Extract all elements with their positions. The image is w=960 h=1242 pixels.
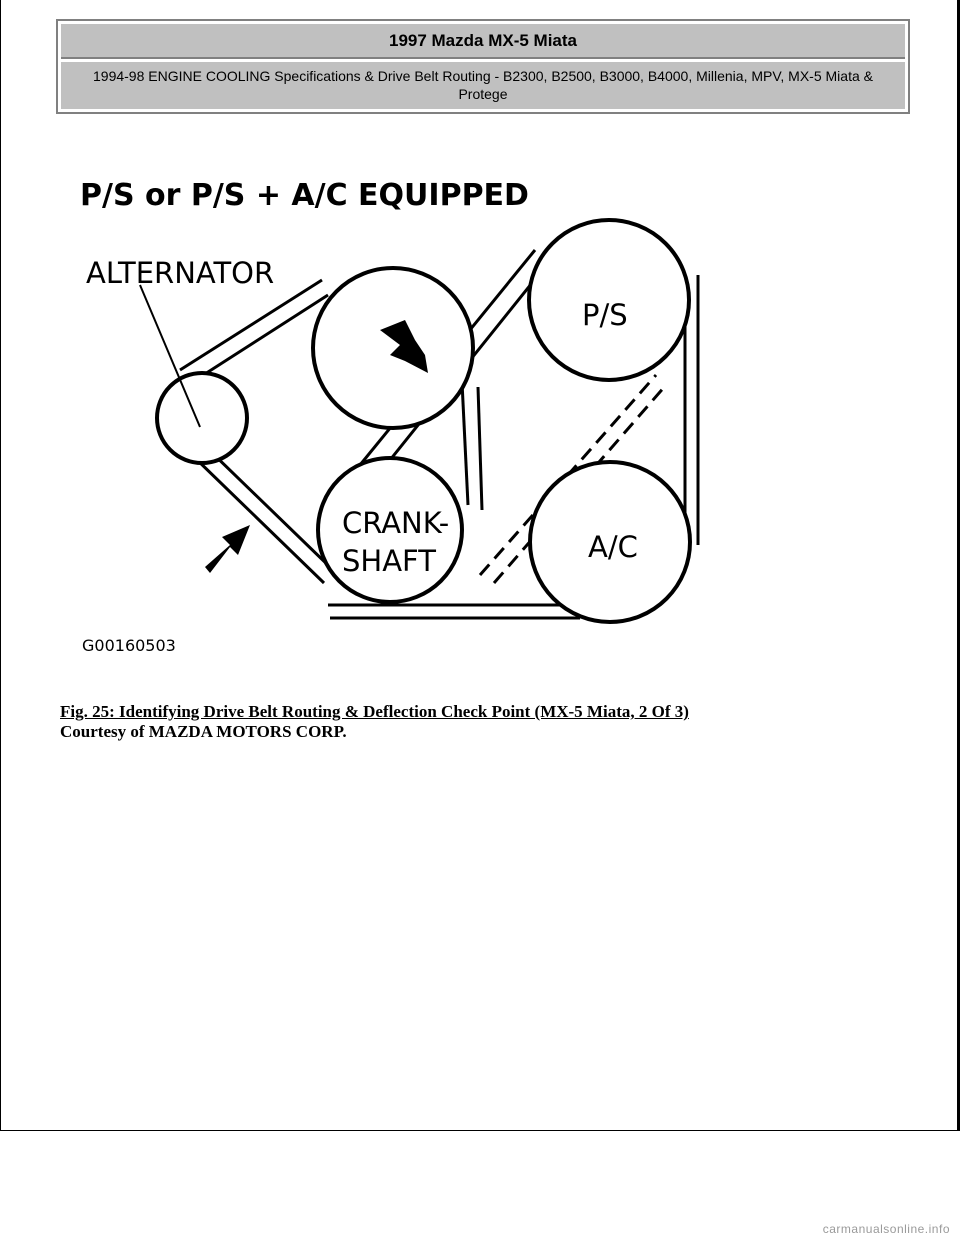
deflection-arrow-icon <box>205 525 250 573</box>
figure-code: G00160503 <box>82 636 176 655</box>
header-subtitle: 1994-98 ENGINE COOLING Specifications & Drive Belt Routing - B2300, B2500, B3000, B4000, Millenia, MPV, MX-5 Miata & Protege <box>61 62 905 109</box>
power-steering-label: P/S <box>582 298 628 332</box>
watermark: carmanualsonline.info <box>822 1222 950 1236</box>
caption-title[interactable]: Fig. 25: Identifying Drive Belt Routing & Deflection Check Point (MX-5 Miata, 2 Of 3) <box>60 702 689 721</box>
alternator-label: ALTERNATOR <box>86 256 275 290</box>
caption-credit: Courtesy of MAZDA MOTORS CORP. <box>60 722 347 741</box>
diagram-heading: P/S or P/S + A/C EQUIPPED <box>80 178 529 213</box>
ac-label: A/C <box>588 530 638 564</box>
crankshaft-label-line2: SHAFT <box>342 544 436 578</box>
crankshaft-label-line1: CRANK- <box>342 506 450 540</box>
idler-pulley <box>313 268 473 428</box>
page-header <box>56 19 910 114</box>
belt-routing-diagram <box>60 165 720 665</box>
header-title: 1997 Mazda MX-5 Miata <box>61 24 905 59</box>
figure-caption <box>60 702 689 742</box>
alternator-pulley <box>157 373 247 463</box>
